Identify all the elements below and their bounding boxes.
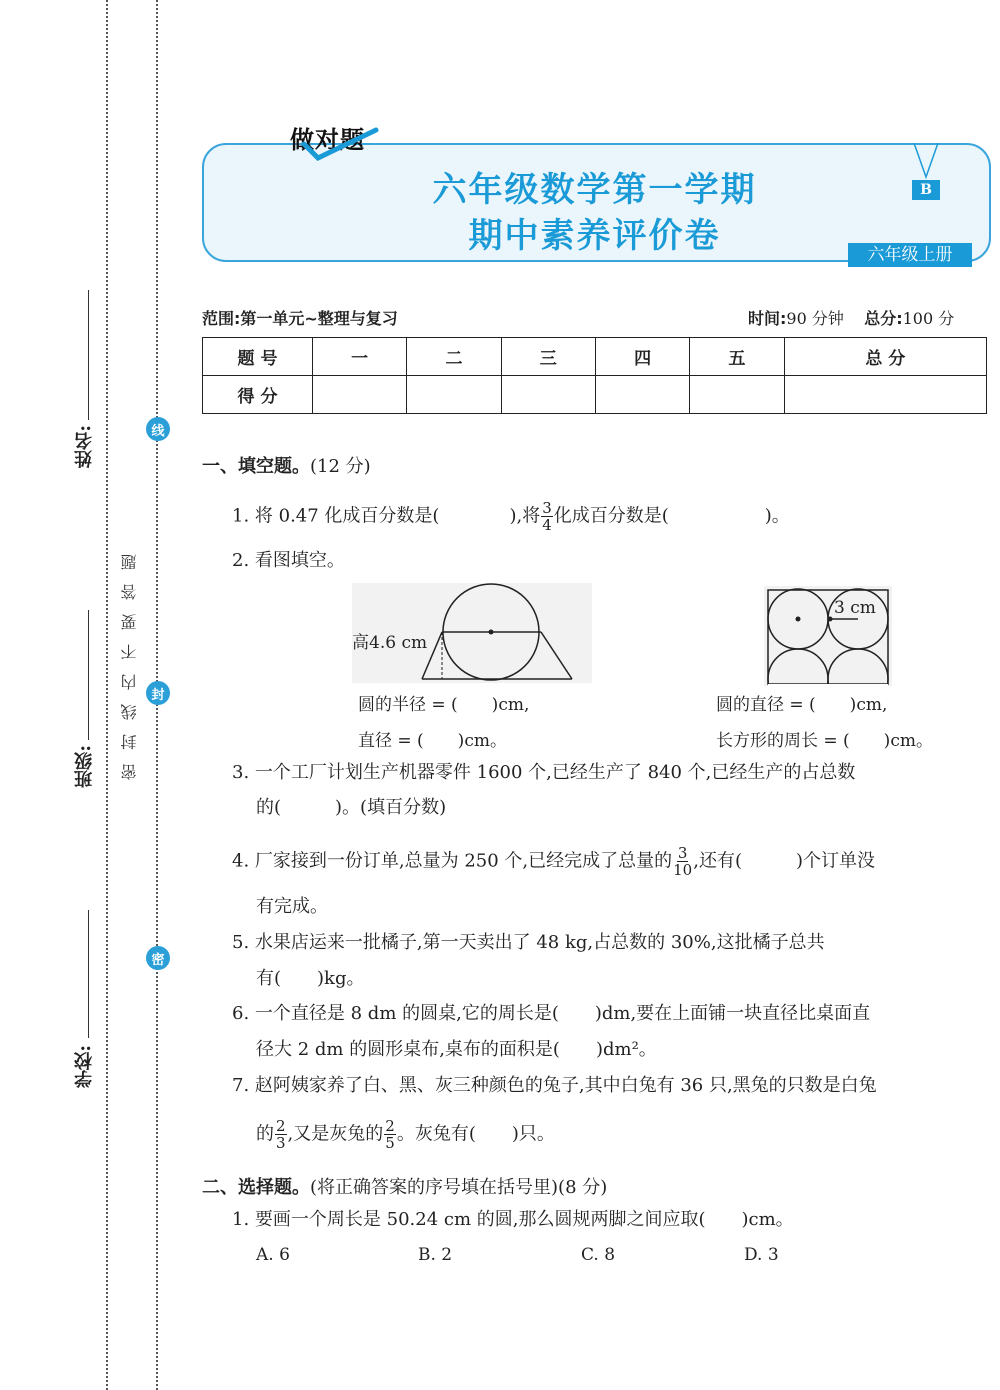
option-b[interactable]: B. 2: [418, 1245, 453, 1265]
seal-mi-icon: 密: [146, 946, 170, 970]
class-label: 班级:: [74, 745, 95, 788]
score-cell[interactable]: [501, 376, 595, 414]
question-1-2: 2. 看图填空。: [232, 550, 345, 571]
exam-time-total: 时间:90 分钟 总分:100 分: [748, 309, 955, 328]
question-1-4-line1: 4. 厂家接到一份订单,总量为 250 个,已经完成了总量的 $\frac{3}{10}$ ,还有( )个订单没: [232, 844, 876, 879]
title-line1: 六年级数学第一学期: [432, 170, 757, 210]
title-line2: 期中素养评价卷: [468, 216, 721, 256]
question-1-1: 1. 将 0.47 化成百分数是( ),将 $\frac{3}{4}$ 化成百分数是( )。: [232, 499, 790, 534]
question-1-3-line1: 3. 一个工厂计划生产机器零件 1600 个,已经生产了 840 个,已经生产的占总数: [232, 762, 856, 783]
figure1-height-label: 高4.6 cm: [352, 633, 428, 653]
score-header-cell: 一: [313, 338, 407, 376]
score-cell[interactable]: [690, 376, 784, 414]
name-label: 姓名:: [74, 425, 95, 468]
option-c[interactable]: C. 8: [581, 1245, 616, 1265]
question-1-6-line2: 径大 2 dm 的圆形桌布,桌布的面积是( )dm²。: [256, 1039, 657, 1060]
section2-title: 二、选择题。(将正确答案的序号填在括号里)(8 分): [202, 1177, 608, 1198]
option-d[interactable]: D. 3: [744, 1245, 779, 1265]
check-icon: [300, 126, 380, 162]
score-table-header-row: [203, 338, 987, 376]
score-cell[interactable]: [784, 376, 986, 414]
question-1-6-line1: 6. 一个直径是 8 dm 的圆桌,它的周长是( )dm,要在上面铺一块直径比桌面直: [232, 1003, 871, 1024]
name-field[interactable]: [88, 290, 89, 420]
score-header-cell: 三: [501, 338, 595, 376]
score-header-cell: 题 号: [203, 338, 313, 376]
school-field[interactable]: [88, 910, 89, 1038]
score-cell[interactable]: [313, 376, 407, 414]
question-1-3-line2: 的( )。(填百分数): [256, 797, 447, 818]
section1-title: 一、填空题。(12 分): [202, 456, 371, 477]
question-2-1: 1. 要画一个周长是 50.24 cm 的圆,那么圆规两脚之间应取( )cm。: [232, 1209, 794, 1230]
badge-ribbon-icon: [910, 143, 942, 183]
version-badge: B: [912, 180, 940, 200]
school-label: 学校:: [74, 1045, 95, 1088]
question-1-5-line1: 5. 水果店运来一批橘子,第一天卖出了 48 kg,占总数的 30%,这批橘子总共: [232, 932, 825, 953]
score-table-score-row: [203, 376, 987, 414]
seal-feng-icon: 封: [146, 681, 170, 705]
question-1-7-line1: 7. 赵阿姨家养了白、黑、灰三种颜色的兔子,其中白兔有 36 只,黑兔的只数是白兔: [232, 1075, 877, 1096]
binding-line-left: [106, 0, 108, 1390]
score-header-cell: 二: [407, 338, 501, 376]
seal-xian-icon: 线: [146, 417, 170, 441]
question-1-4-line2: 有完成。: [256, 896, 328, 917]
score-header-cell: 四: [595, 338, 689, 376]
score-header-cell: 五: [690, 338, 784, 376]
figure2-answer-diameter: 圆的直径 = ( )cm,: [716, 695, 888, 715]
figure2-radius-label: 3 cm: [834, 598, 876, 618]
grade-tag: 六年级上册: [848, 243, 972, 267]
score-cell[interactable]: [595, 376, 689, 414]
figure1-answer-diameter: 直径 = ( )cm。: [358, 731, 507, 751]
score-header-cell: 总 分: [784, 338, 986, 376]
brand-logo: 做对题: [290, 126, 365, 154]
seal-warning: 密封线内不要答题: [120, 540, 139, 780]
class-field[interactable]: [88, 610, 89, 740]
question-1-7-line2: 的 $\frac{2}{3}$ ,又是灰兔的 $\frac{2}{5}$ 。灰兔有( )只。: [256, 1117, 555, 1152]
figure2-answer-perimeter: 长方形的周长 = ( )cm。: [716, 731, 933, 751]
score-cell[interactable]: [407, 376, 501, 414]
score-row-label: 得 分: [203, 376, 313, 414]
figure1-answer-radius: 圆的半径 = ( )cm,: [358, 695, 530, 715]
score-table: [202, 337, 987, 414]
option-a[interactable]: A. 6: [256, 1245, 290, 1265]
exam-scope: 范围:第一单元~整理与复习: [202, 309, 398, 328]
question-1-5-line2: 有( )kg。: [256, 968, 365, 989]
